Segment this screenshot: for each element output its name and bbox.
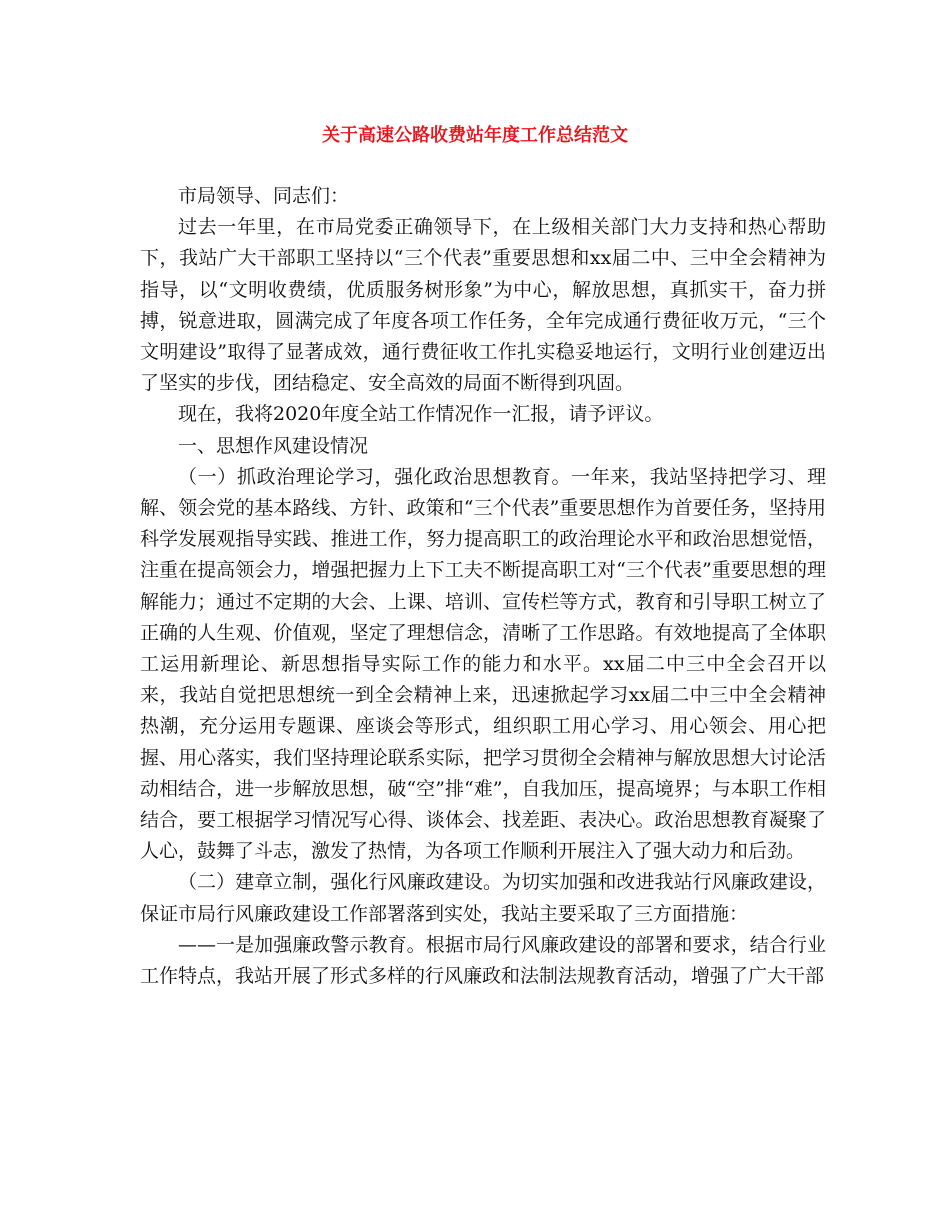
document-title: 关于高速公路收费站年度工作总结范文	[322, 125, 628, 146]
intro-paragraph: 过去一年里，在市局党委正确领导下，在上级相关部门大力支持和热心帮助下，我站广大干部职工坚持以“三个代表”重要思想和xx届二中、三中全会精神为指导，以“文明收费绩，优质服务树形象”为中心，解放思想，真抓实干，奋力拼搏，锐意进取，圆满完成了年度各项工作任务，全年完成通行费征收万元，“三个文明建设”取得了显著成效，通行费征收工作扎实稳妥地运行，文明行业创建迈出了坚实的步伐，团结稳定、安全高效的局面不断得到巩固。	[140, 216, 826, 395]
salutation-paragraph: 市局领导、同志们：	[178, 185, 350, 207]
subsection-2-paragraph: （二）建章立制，强化行风廉政建设。为切实加强和改进我站行风廉政建设，保证市局行风廉政建设工作部署落到实处，我站主要采取了三方面措施：	[140, 871, 826, 925]
subsection-1-paragraph: （一）抓政治理论学习，强化政治思想教育。一年来，我站坚持把学习、理解、领会党的基本路线、方针、政策和“三个代表”重要思想作为首要任务，坚持用科学发展观指导实践、推进工作，努力提高职工的政治理论水平和政治思想觉悟，注重在提高领会力，增强把握力上下工夫不断提高职工对“三个代表”重要思想的理解能力；通过不定期的大会、上课、培训、宣传栏等方式，教育和引导职工树立了正确的人生观、价值观，坚定了理想信念，清晰了工作思路。有效地提高了全体职工运用新理论、新思想指导实际工作的能力和水平。xx届二中三中全会召开以来，我站自觉把思想统一到全会精神上来，迅速掀起学习xx届二中三中全会精神热潮，充分运用专题课、座谈会等形式，组织职工用心学习、用心领会、用心把握、用心落实，我们坚持理论联系实际，把学习贯彻全会精神与解放思想大讨论活动相结合，进一步解放思想，破“空”排“难”，自我加压，提高境界；与本职工作相结合，要工根据学习情况写心得、谈体会、找差距、表决心。政治思想教育凝聚了人心，鼓舞了斗志，激发了热情，为各项工作顺利开展注入了强大动力和后劲。	[140, 465, 826, 863]
document-body	[140, 181, 826, 992]
report-statement-paragraph: 现在，我将2020年度全站工作情况作一汇报，请予评议。	[178, 403, 664, 426]
measure-1-paragraph: ——一是加强廉政警示教育。根据市局行风廉政建设的部署和要求，结合行业工作特点，我站开展了形式多样的行风廉政和法制法规教育活动，增强了广大干部	[140, 933, 826, 988]
section-heading-1: 一、思想作风建设情况	[178, 434, 369, 457]
